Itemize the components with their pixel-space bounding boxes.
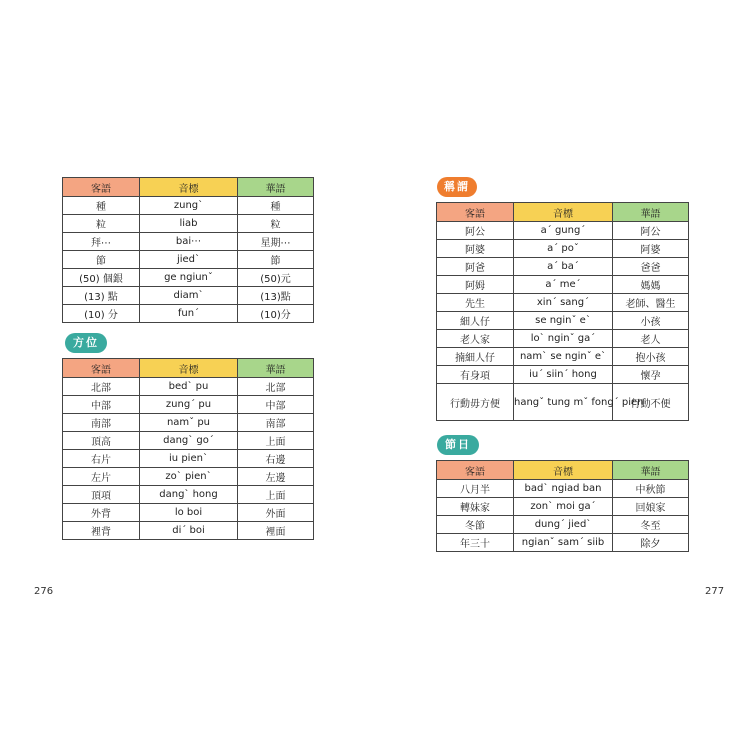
cell-mandarin: 中部 xyxy=(238,396,314,414)
section-title-festivals: 節日 xyxy=(437,435,479,455)
cell-pinyin: lo boi xyxy=(140,504,238,522)
cell-pinyin: bai⋯ xyxy=(140,233,238,251)
cell-pinyin: lo` nginˇ gaˊ xyxy=(514,330,613,348)
table-header-row xyxy=(63,359,314,378)
cell-mandarin: 外面 xyxy=(238,504,314,522)
header-hakka: 客語 xyxy=(63,178,140,197)
cell-hakka: 種 xyxy=(63,197,140,215)
table-row xyxy=(63,197,314,215)
cell-hakka: 左片 xyxy=(63,468,140,486)
cell-pinyin: xinˊ sangˊ xyxy=(514,294,613,312)
cell-mandarin: 除夕 xyxy=(613,534,689,552)
cell-pinyin: aˊ meˊ xyxy=(514,276,613,294)
table-row xyxy=(63,215,314,233)
cell-hakka: 八月半 xyxy=(437,480,514,498)
cell-hakka: (50) 個銀 xyxy=(63,269,140,287)
cell-mandarin: 老人 xyxy=(613,330,689,348)
header-pinyin: 音標 xyxy=(140,178,238,197)
cell-pinyin: dungˊ jied` xyxy=(514,516,613,534)
cell-hakka: 外背 xyxy=(63,504,140,522)
table-row xyxy=(63,378,314,396)
table-row xyxy=(63,414,314,432)
table-row xyxy=(437,276,689,294)
table-row xyxy=(437,222,689,240)
cell-hakka: 冬節 xyxy=(437,516,514,534)
cell-hakka: 中部 xyxy=(63,396,140,414)
cell-mandarin: 行動不便 xyxy=(613,384,689,421)
header-pinyin: 音標 xyxy=(514,461,613,480)
cell-mandarin: (13)點 xyxy=(238,287,314,305)
cell-mandarin: (50)元 xyxy=(238,269,314,287)
right-page xyxy=(375,0,750,750)
table-row xyxy=(437,498,689,516)
table-row xyxy=(63,287,314,305)
cell-pinyin: bad` ngiad ban xyxy=(514,480,613,498)
cell-mandarin: 冬至 xyxy=(613,516,689,534)
table-row xyxy=(437,348,689,366)
table-row xyxy=(437,534,689,552)
cell-hakka: 南部 xyxy=(63,414,140,432)
cell-pinyin: namˇ pu xyxy=(140,414,238,432)
cell-mandarin: 老師、醫生 xyxy=(613,294,689,312)
cell-pinyin: jied` xyxy=(140,251,238,269)
cell-mandarin: 裡面 xyxy=(238,522,314,540)
cell-hakka: 頂高 xyxy=(63,432,140,450)
cell-hakka: 揇細人仔 xyxy=(437,348,514,366)
cell-mandarin: 星期⋯ xyxy=(238,233,314,251)
cell-pinyin: diˊ boi xyxy=(140,522,238,540)
festivals-table xyxy=(436,460,689,552)
cell-pinyin: dangˋ hong xyxy=(140,486,238,504)
table-row xyxy=(63,269,314,287)
cell-mandarin: 阿公 xyxy=(613,222,689,240)
table-row xyxy=(63,468,314,486)
header-mandarin: 華語 xyxy=(613,461,689,480)
table-row xyxy=(437,240,689,258)
cell-mandarin: 北部 xyxy=(238,378,314,396)
header-hakka: 客語 xyxy=(63,359,140,378)
header-mandarin: 華語 xyxy=(238,359,314,378)
header-pinyin: 音標 xyxy=(140,359,238,378)
cell-hakka: 裡背 xyxy=(63,522,140,540)
table-header-row xyxy=(63,178,314,197)
cell-pinyin: zoˋ pien` xyxy=(140,468,238,486)
cell-pinyin: aˊ gungˊ xyxy=(514,222,613,240)
cell-mandarin: 小孩 xyxy=(613,312,689,330)
cell-hakka: 老人家 xyxy=(437,330,514,348)
cell-pinyin: funˊ xyxy=(140,305,238,323)
cell-pinyin: ge ngiunˇ xyxy=(140,269,238,287)
cell-hakka: 粒 xyxy=(63,215,140,233)
cell-mandarin: 上面 xyxy=(238,486,314,504)
cell-mandarin: 懷孕 xyxy=(613,366,689,384)
section-title-directions: 方位 xyxy=(65,333,107,353)
cell-hakka: (10) 分 xyxy=(63,305,140,323)
header-pinyin: 音標 xyxy=(514,203,613,222)
cell-hakka: 細人仔 xyxy=(437,312,514,330)
cell-hakka: 節 xyxy=(63,251,140,269)
cell-pinyin: diam` xyxy=(140,287,238,305)
cell-pinyin: se nginˇ e` xyxy=(514,312,613,330)
cell-pinyin: ngianˇ samˊ siib xyxy=(514,534,613,552)
cell-pinyin: aˊ poˇ xyxy=(514,240,613,258)
section-title-kinship: 稱謂 xyxy=(437,177,477,197)
table-row xyxy=(437,384,689,421)
table-header-row xyxy=(437,203,689,222)
table-row xyxy=(437,330,689,348)
cell-mandarin: 上面 xyxy=(238,432,314,450)
table-row xyxy=(63,305,314,323)
cell-hakka: 頂項 xyxy=(63,486,140,504)
table-row xyxy=(437,258,689,276)
table-row xyxy=(437,294,689,312)
table-row xyxy=(63,486,314,504)
cell-pinyin: zung` xyxy=(140,197,238,215)
cell-mandarin: 節 xyxy=(238,251,314,269)
cell-mandarin: 種 xyxy=(238,197,314,215)
cell-hakka: 有身項 xyxy=(437,366,514,384)
cell-mandarin: 爸爸 xyxy=(613,258,689,276)
cell-pinyin: iuˊ siinˊ hong xyxy=(514,366,613,384)
table-row xyxy=(437,480,689,498)
table-row xyxy=(63,233,314,251)
header-hakka: 客語 xyxy=(437,461,514,480)
cell-mandarin: 右邊 xyxy=(238,450,314,468)
cell-pinyin: dangˋ goˊ xyxy=(140,432,238,450)
cell-mandarin: 左邊 xyxy=(238,468,314,486)
cell-pinyin: iu pien` xyxy=(140,450,238,468)
cell-hakka: (13) 點 xyxy=(63,287,140,305)
directions-table xyxy=(62,358,314,540)
header-hakka: 客語 xyxy=(437,203,514,222)
cell-hakka: 轉妹家 xyxy=(437,498,514,516)
cell-mandarin: 阿婆 xyxy=(613,240,689,258)
table-row xyxy=(437,312,689,330)
page-number: 277 xyxy=(705,586,725,597)
table-row xyxy=(63,432,314,450)
table-row xyxy=(63,504,314,522)
table-header-row xyxy=(437,461,689,480)
cell-hakka: 行動毋方便 xyxy=(437,384,514,421)
cell-hakka: 年三十 xyxy=(437,534,514,552)
header-mandarin: 華語 xyxy=(613,203,689,222)
page-number: 276 xyxy=(34,586,54,597)
cell-hakka: 右片 xyxy=(63,450,140,468)
table-row xyxy=(63,396,314,414)
cell-pinyin: bed` pu xyxy=(140,378,238,396)
cell-mandarin: 回娘家 xyxy=(613,498,689,516)
cell-pinyin: liab xyxy=(140,215,238,233)
cell-pinyin: nam` se nginˇ e` xyxy=(514,348,613,366)
cell-hakka: 拜⋯ xyxy=(63,233,140,251)
table-row xyxy=(63,522,314,540)
table-row xyxy=(63,251,314,269)
header-mandarin: 華語 xyxy=(238,178,314,197)
cell-pinyin: zon` moi gaˊ xyxy=(514,498,613,516)
cell-mandarin: 粒 xyxy=(238,215,314,233)
table-row xyxy=(437,366,689,384)
cell-mandarin: 媽媽 xyxy=(613,276,689,294)
cell-mandarin: 抱小孩 xyxy=(613,348,689,366)
table-row xyxy=(437,516,689,534)
cell-mandarin: 中秋節 xyxy=(613,480,689,498)
kinship-table xyxy=(436,202,689,421)
table-row xyxy=(63,450,314,468)
cell-hakka: 阿婆 xyxy=(437,240,514,258)
cell-hakka: 阿公 xyxy=(437,222,514,240)
cell-hakka: 北部 xyxy=(63,378,140,396)
cell-hakka: 先生 xyxy=(437,294,514,312)
cell-pinyin: zungˊ pu xyxy=(140,396,238,414)
cell-pinyin: aˊ baˊ xyxy=(514,258,613,276)
units-table xyxy=(62,177,314,323)
cell-hakka: 阿姆 xyxy=(437,276,514,294)
cell-pinyin: hangˇ tung mˇ fongˊ pien xyxy=(514,384,613,421)
cell-hakka: 阿爸 xyxy=(437,258,514,276)
cell-mandarin: 南部 xyxy=(238,414,314,432)
cell-mandarin: (10)分 xyxy=(238,305,314,323)
